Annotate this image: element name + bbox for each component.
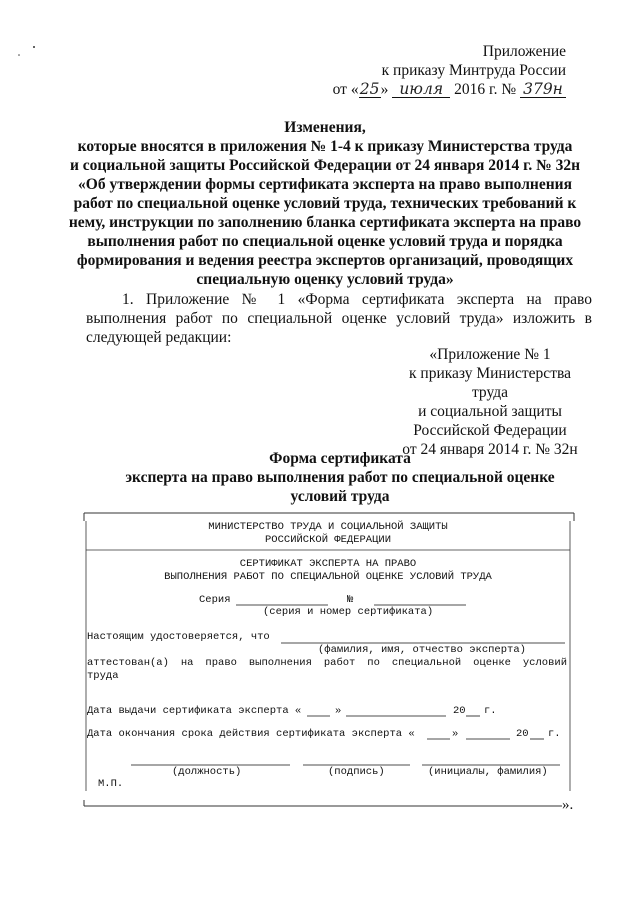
- issue-date-mid: »: [335, 705, 342, 717]
- title-line-3: и социальной защиты Российской Федерации от 24 января 2014 г. № 32н: [69, 157, 581, 174]
- expiry-date-mid: »: [452, 728, 459, 740]
- expiry-end: г.: [548, 728, 561, 740]
- approval-day: 25: [359, 80, 380, 98]
- title-line-1: Изменения,: [284, 119, 366, 136]
- attested-line-2: труда: [87, 670, 119, 682]
- title-line-6: нему, инструкции по заполнению бланка сертификата эксперта на право: [68, 214, 582, 231]
- paragraph-line-1: 1. Приложение № 1 «Форма сертификата эксперта на право: [122, 291, 592, 308]
- ministry-line-1: МИНИСТЕРСТВО ТРУДА И СОЦИАЛЬНОЙ ЗАЩИТЫ: [208, 521, 448, 533]
- title-line-7: выполнения работ по специальной оценке условий труда и порядка: [87, 233, 563, 250]
- approval-number: 379н: [520, 82, 566, 98]
- appendix-line-2: к приказу Министерства труда: [409, 365, 571, 401]
- number-label: №: [347, 594, 354, 606]
- closing-quote: ».: [562, 797, 574, 813]
- appendix-line-4: Российской Федерации: [413, 422, 567, 439]
- certificate-heading-line-1: СЕРТИФИКАТ ЭКСПЕРТА НА ПРАВО: [239, 558, 417, 570]
- approval-month: июля: [392, 82, 450, 98]
- paragraph-line-3: следующей редакции:: [86, 329, 232, 346]
- appendix-line-5: от 24 января 2014 г. № 32н: [402, 441, 578, 458]
- title-line-2: которые вносятся в приложения № 1-4 к приказу Министерства труда: [77, 138, 573, 155]
- attested-line-1: аттестован(а) на право выполнения работ по специальной оценке условий: [87, 657, 567, 669]
- issue-date-label: Дата выдачи сертификата эксперта «: [87, 705, 302, 717]
- ministry-line-2: РОССИЙСКОЙ ФЕДЕРАЦИИ: [264, 534, 392, 546]
- approval-year: 2016 г. №: [454, 81, 517, 98]
- paragraph-line-2: выполнения работ по специальной оценке условий труда» изложить в: [86, 310, 592, 327]
- approval-line-2: к приказу Минтруда России: [381, 62, 566, 79]
- initials-caption: (инициалы, фамилия): [428, 766, 548, 778]
- fio-caption: (фамилия, имя, отчество эксперта): [318, 644, 526, 656]
- form-title-line-1: Форма сертификата: [269, 450, 411, 467]
- certify-text: Настоящим удостоверяется, что: [87, 631, 270, 643]
- form-title-line-2: эксперта на право выполнения работ по специальной оценке: [125, 469, 555, 486]
- signature-caption: (подпись): [328, 766, 385, 778]
- expiry-date-label: Дата окончания срока действия сертификата эксперта «: [87, 728, 415, 740]
- title-line-8: формирования и ведения реестра экспертов организаций, проводящих: [76, 252, 574, 269]
- issue-end: г.: [484, 705, 497, 717]
- series-caption: (серия и номер сертификата): [263, 606, 434, 618]
- certificate-ministry: [86, 521, 570, 547]
- certificate-heading-line-2: ВЫПОЛНЕНИЯ РАБОТ ПО СПЕЦИАЛЬНОЙ ОЦЕНКЕ УСЛОВИЙ ТРУДА: [164, 571, 492, 583]
- certificate-heading: [86, 558, 570, 584]
- form-title-line-3: условий труда: [290, 488, 390, 505]
- approval-date-mid: »: [380, 81, 389, 98]
- series-label: Серия: [199, 594, 231, 606]
- approval-line-1: Приложение: [482, 43, 566, 60]
- position-caption: (должность): [172, 766, 242, 778]
- title-line-5: работ по специальной оценке условий труда, технических требований к: [73, 195, 577, 212]
- title-line-4: «Об утверждении формы сертификата эксперта на право выполнения: [78, 176, 572, 193]
- issue-year: 20: [453, 705, 466, 717]
- stamp-label: М.П.: [98, 778, 124, 790]
- attested-text: [87, 657, 567, 683]
- appendix-line-3: и социальной защиты: [418, 403, 562, 420]
- appendix-line-1: «Приложение № 1: [429, 346, 551, 363]
- title-line-9: специальную оценку условий труда»: [196, 271, 454, 288]
- approval-date-prefix: от «: [332, 81, 359, 98]
- expiry-year: 20: [516, 728, 529, 740]
